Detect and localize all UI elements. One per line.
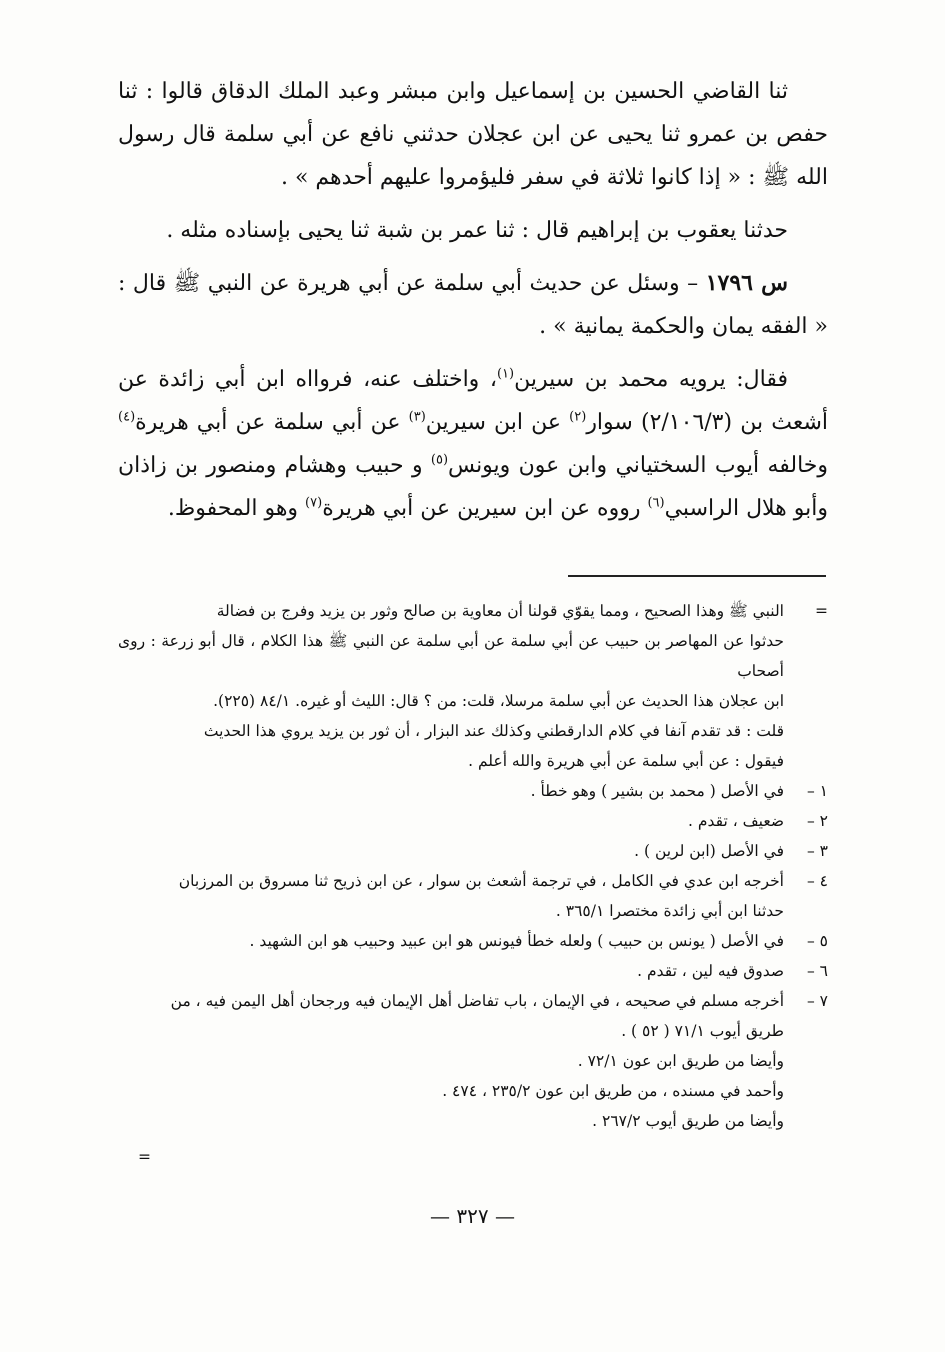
footnote-ref-3: (٣) (408, 409, 426, 425)
footnote-line: ضعيف ، تقدم . (688, 812, 784, 830)
footnote-line: قلت : قد تقدم آنفا في كلام الدارقطني وكذلك عند البزار ، أن ثور بن يزيد يروي هذا الحديث (203, 722, 784, 740)
footnote-body (118, 806, 784, 836)
footnote-number: ٤ – (806, 872, 828, 890)
footnote-number: ١ – (806, 782, 828, 800)
answer-segment: رووه عن ابن سيرين عن أبي هريرة (322, 496, 648, 521)
footnote-1 (118, 776, 828, 806)
footnote-ref-6: (٦) (647, 495, 665, 511)
footnote-line: أخرجه ابن عدي في الكامل ، في ترجمة أشعث بن سوار ، عن ابن ذريح ثنا مسروق بن المرزبان (178, 872, 784, 890)
answer-segment: عن أبي سلمة عن أبي هريرة (135, 410, 409, 435)
continuation-mark: = (815, 602, 828, 620)
footnote-line: في الأصل ( محمد بن بشير ) وهو خطأ . (530, 782, 784, 800)
footnote-2 (118, 806, 828, 836)
footnote-5 (118, 926, 828, 956)
footnote-6 (118, 956, 828, 986)
question-text: – وسئل عن حديث أبي سلمة عن أبي هريرة عن النبي ﷺ قال : « الفقه يمان والحكمة يمانية » . (118, 271, 828, 339)
footnote-body (118, 866, 784, 926)
footnote-4 (118, 866, 828, 926)
footnote-number: ٢ – (806, 812, 828, 830)
footnote-3 (118, 836, 828, 866)
answer-segment: وخالفه أيوب السختياني وابن عون ويونس (448, 453, 829, 478)
footnote-line: وأحمد في مسنده ، من طريق ابن عون ٢٣٥/٢ ، ٤٧٤ . (442, 1082, 784, 1100)
page-number: — ٣٢٧ — (430, 1204, 515, 1228)
footnote-body (118, 926, 784, 956)
question-label: س ١٧٩٦ (705, 270, 788, 296)
footnote-body (118, 836, 784, 866)
paragraph-1: ثنا القاضي الحسين بن إسماعيل وابن مبشر وعبد الملك الدقاق قالوا : ثنا حفص بن عمرو ثنا يحيى عن ابن عجلان حدثني نافع عن أبي سلمة قال رسول الله ﷺ : « إذا كانوا ثلاثة في سفر فليؤمروا عليهم أحدهم » . (118, 79, 828, 190)
answer-segment: ، واختلف عنه، فروااه ابن أبي زائدة عن أشعث بن (٢/١٠٦/٣) سوار (118, 367, 828, 435)
footnote-line: فيقول : عن أبي سلمة عن أبي هريرة والله أعلم . (468, 752, 784, 770)
footnote-line: النبي ﷺ وهذا الصحيح ، ومما يقوّي قولنا أن معاوية بن صالح وثور بن يزيد وفرج بن فضالة (216, 602, 784, 620)
footnote-number: ٦ – (806, 962, 828, 980)
footnote-line: أخرجه مسلم في صحيحه ، في الإيمان ، باب تفاضل أهل الإيمان فيه ورجحان أهل اليمن فيه ، من (170, 992, 784, 1010)
footnote-number: ٧ – (806, 992, 828, 1010)
footnote-line: وأيضا من طريق ابن عون ٧٢/١ . (577, 1052, 784, 1070)
footnote-continuation (118, 596, 828, 776)
footnote-line: في الأصل (ابن لرين ) . (634, 842, 784, 860)
footnote-ref-5: (٥) (430, 452, 449, 468)
footnote-line: حدثنا ابن أبي زائدة مختصرا ٣٦٥/١ . (555, 902, 784, 920)
footnote-ref-2: (٢) (569, 409, 587, 425)
footnote-ref-1: (١) (496, 366, 515, 382)
footnote-7 (118, 986, 828, 1136)
answer-segment: عن ابن سيرين (425, 410, 570, 435)
footnotes (118, 596, 828, 1136)
answer-segment: فقال: يرويه محمد بن سيرين (514, 367, 788, 392)
footnote-ref-7: (٧) (305, 495, 323, 511)
footnote-line: صدوق فيه لين ، تقدم . (637, 962, 784, 980)
footnote-number: ٣ – (806, 842, 828, 860)
footnote-line: وأيضا من طريق أيوب ٢٦٧/٢ . (592, 1112, 784, 1130)
continuation-end-mark: = (138, 1148, 151, 1166)
answer-paragraph (118, 358, 828, 530)
footnote-body (118, 776, 784, 806)
footnote-number: ٥ – (806, 932, 828, 950)
main-text (118, 70, 828, 540)
footnote-line: حدثوا عن المهاصر بن حبيب عن أبي سلمة عن أبي سلمة عن النبي ﷺ هذا الكلام ، قال أبو زرعة : روى أصحاب (118, 632, 784, 680)
question-paragraph (118, 262, 828, 348)
answer-segment: وهو المحفوظ. (167, 496, 306, 521)
footnote-body (118, 956, 784, 986)
answer-segment: و حبيب وهشام ومنصور بن زاذان وأبو هلال الراسبي (118, 453, 828, 521)
footnote-separator (568, 575, 826, 577)
footnote-ref-4: (٤) (118, 409, 136, 425)
footnote-body (118, 596, 784, 776)
footnote-line: في الأصل ( يونس بن حبيب ) ولعله خطأ فيونس هو ابن عبيد وحبيب هو ابن الشهيد . (249, 932, 784, 950)
footnote-line: ابن عجلان هذا الحديث عن أبي سلمة مرسلا، قلت: من ؟ قال: الليث أو غيره. ٨٤/١ (٢٢٥). (213, 692, 784, 710)
paragraph-2: حدثنا يعقوب بن إبراهيم قال : ثنا عمر بن شبة ثنا يحيى بإسناده مثله . (166, 218, 788, 243)
footnote-body (118, 986, 784, 1136)
footnote-line: طريق أيوب ٧١/١ ( ٥٢ ) . (621, 1022, 784, 1040)
